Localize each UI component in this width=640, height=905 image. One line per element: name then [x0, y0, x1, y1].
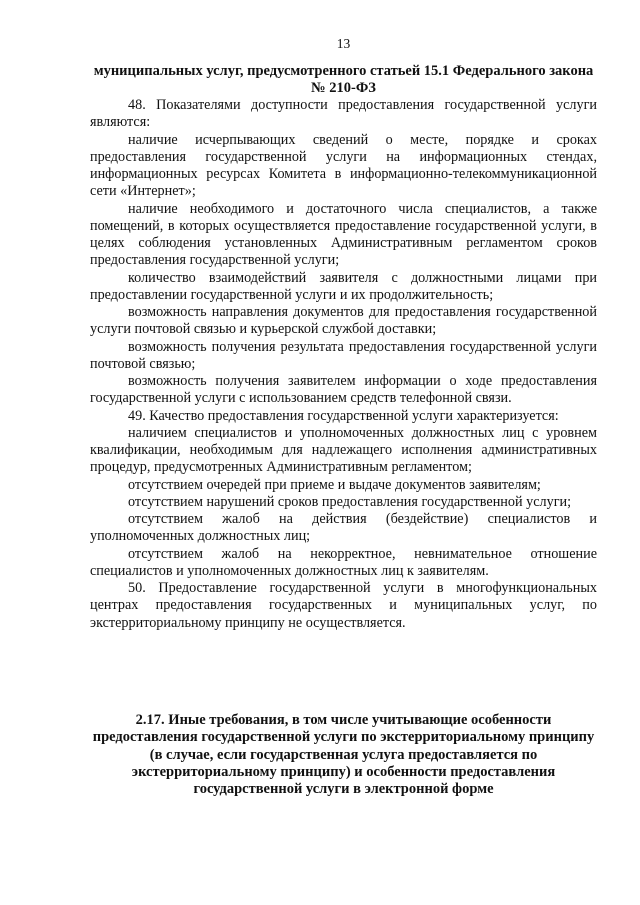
body-text: [90, 97, 597, 632]
paragraph-item: возможность получения результата предоставления государственной услуги почтовой связью;: [90, 338, 597, 372]
paragraph-48-intro: 48. Показателями доступности предоставления государственной услуги являются:: [90, 97, 597, 131]
paragraph-item: наличием специалистов и уполномоченных должностных лиц с уровнем квалификации, необходимым для надлежащего исполнения административных процедур, предусмотренных Административным регламентом;: [90, 424, 597, 476]
paragraph-item: количество взаимодействий заявителя с должностными лицами при предоставлении государственной услуги и их продолжительность;: [90, 269, 597, 303]
heading-continuation: муниципальных услуг, предусмотренного статьей 15.1 Федерального закона № 210-ФЗ: [93, 63, 594, 97]
paragraph-item: наличие исчерпывающих сведений о месте, порядке и сроках предоставления государственной услуги на информационных стендах, информационных ресурсах Комитета в информационно-телекоммуникационной сети «Интернет»;: [90, 131, 597, 200]
paragraph-item: отсутствием жалоб на действия (бездействие) специалистов и уполномоченных должностных лиц;: [90, 511, 597, 545]
paragraph-50: 50. Предоставление государственной услуги в многофункциональных центрах предоставления государственных и муниципальных услуг, по экстерриториальному принципу не осуществляется.: [90, 580, 597, 631]
paragraph-item: отсутствием нарушений сроков предоставления государственной услуги;: [128, 493, 572, 510]
paragraph-item: отсутствием жалоб на некорректное, невнимательное отношение специалистов и уполномоченных должностных лиц к заявителям.: [90, 545, 597, 579]
paragraph-49-intro: 49. Качество предоставления государственной услуги характеризуется:: [128, 407, 559, 424]
section-heading: 2.17. Иные требования, в том числе учитывающие особенности предоставления государственной услуги по экстерриториальному принципу (в случае, если государственная услуга предоставляется по экстерриториальному принципу) и особенности предоставления государственной услуги в электронной форме: [92, 712, 595, 798]
page-number: 13: [336, 36, 351, 51]
paragraph-item: наличие необходимого и достаточного числа специалистов, а также помещений, в которых осуществляется предоставление государственной услуги, в целях соблюдения установленных Административным регламентом сроков предоставления государственной услуги;: [90, 200, 597, 269]
paragraph-item: отсутствием очередей при приеме и выдаче документов заявителям;: [128, 476, 541, 493]
paragraph-item: возможность получения заявителем информации о ходе предоставления государственной услуги с использованием средств телефонной связи.: [90, 373, 597, 407]
paragraph-item: возможность направления документов для предоставления государственной услуги почтовой связью и курьерской службой доставки;: [90, 304, 597, 338]
